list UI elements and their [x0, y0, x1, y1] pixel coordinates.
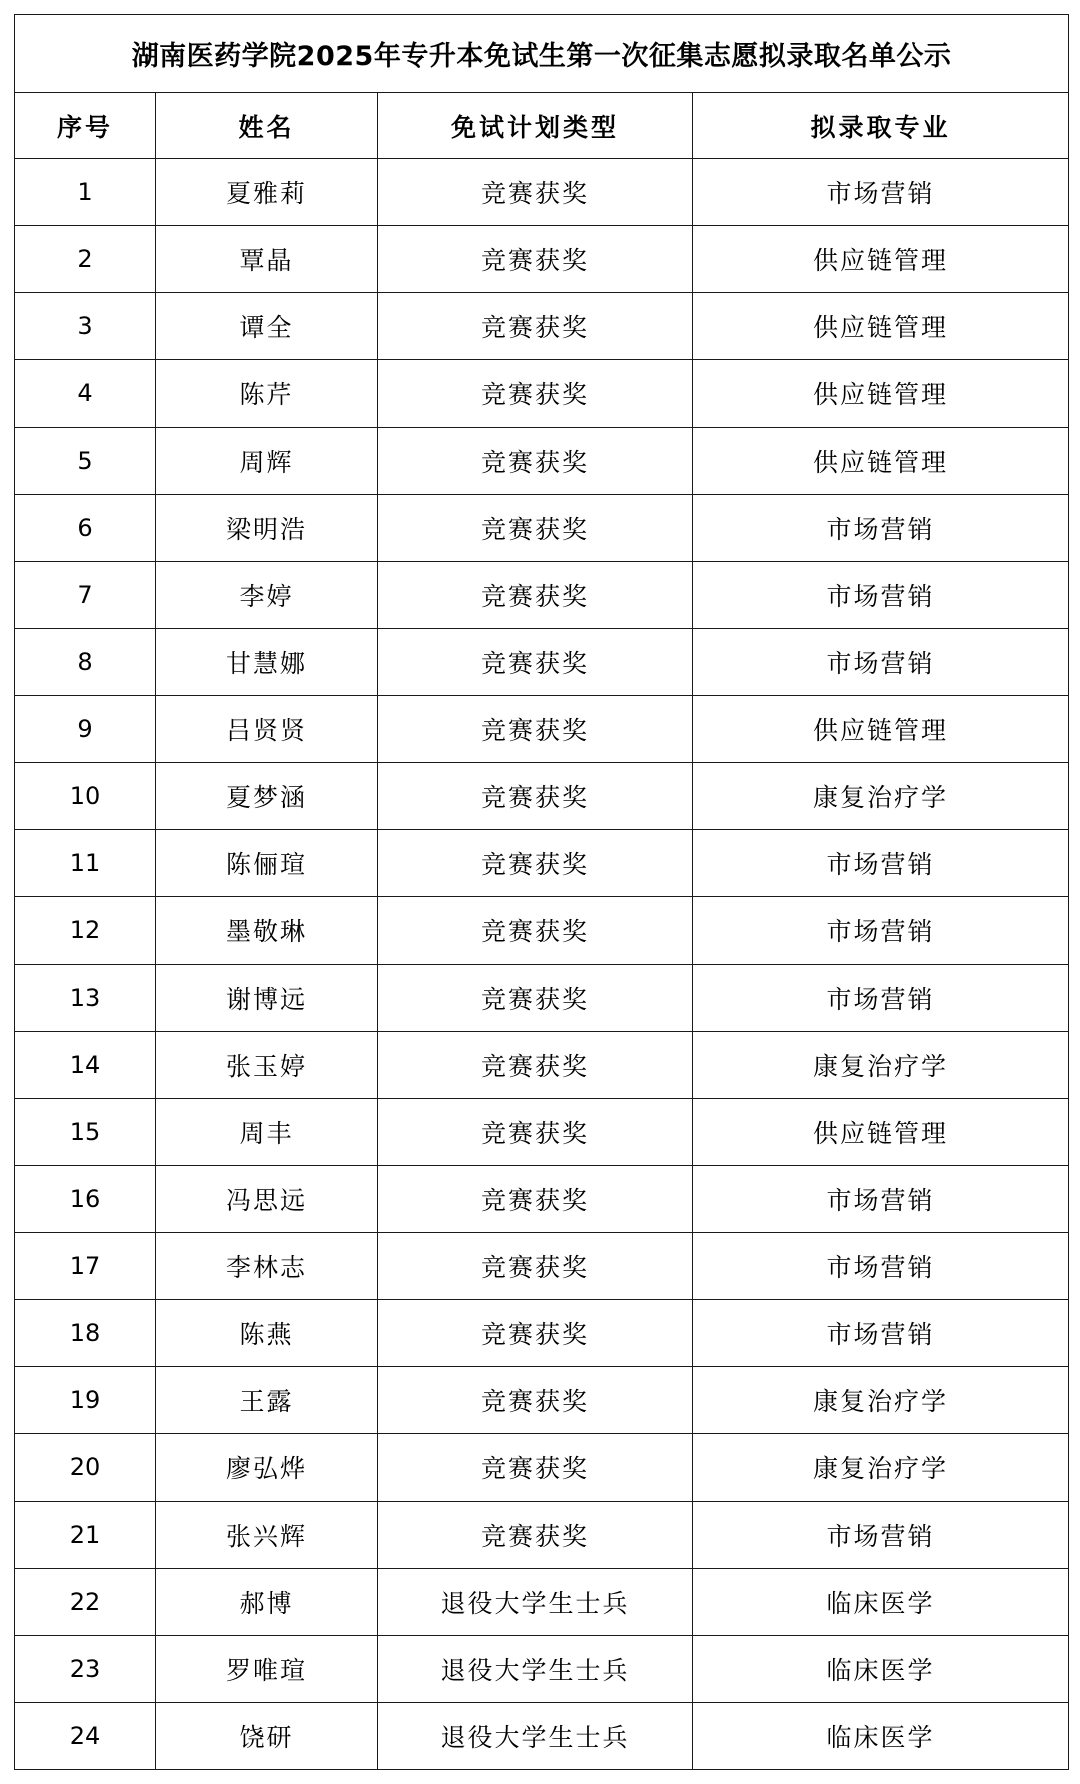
- cell-plan-type: 竞赛获奖: [378, 427, 693, 494]
- cell-index: 12: [15, 897, 156, 964]
- cell-major: 供应链管理: [693, 293, 1069, 360]
- table-row: [15, 1434, 1069, 1501]
- cell-plan-type: 竞赛获奖: [378, 1300, 693, 1367]
- cell-plan-type: 竞赛获奖: [378, 830, 693, 897]
- cell-major: 市场营销: [693, 561, 1069, 628]
- table-row: [15, 1501, 1069, 1568]
- cell-plan-type: 竞赛获奖: [378, 628, 693, 695]
- cell-major: 市场营销: [693, 494, 1069, 561]
- cell-plan-type: 竞赛获奖: [378, 561, 693, 628]
- cell-plan-type: 竞赛获奖: [378, 226, 693, 293]
- table-row: [15, 226, 1069, 293]
- cell-major: 供应链管理: [693, 226, 1069, 293]
- cell-index: 16: [15, 1165, 156, 1232]
- cell-plan-type: 竞赛获奖: [378, 763, 693, 830]
- table-row: [15, 1568, 1069, 1635]
- cell-name: 李婷: [156, 561, 378, 628]
- header-row: [15, 93, 1069, 159]
- cell-index: 21: [15, 1501, 156, 1568]
- cell-name: 王露: [156, 1367, 378, 1434]
- cell-major: 临床医学: [693, 1568, 1069, 1635]
- cell-name: 陈燕: [156, 1300, 378, 1367]
- cell-name: 李林志: [156, 1233, 378, 1300]
- cell-plan-type: 竞赛获奖: [378, 293, 693, 360]
- table-row: [15, 1702, 1069, 1769]
- cell-name: 谢博远: [156, 964, 378, 1031]
- cell-major: 市场营销: [693, 830, 1069, 897]
- table-body: [15, 159, 1069, 1770]
- table-row: [15, 763, 1069, 830]
- cell-major: 市场营销: [693, 1165, 1069, 1232]
- table-row: [15, 561, 1069, 628]
- cell-major: 市场营销: [693, 1501, 1069, 1568]
- cell-index: 9: [15, 696, 156, 763]
- table-row: [15, 1367, 1069, 1434]
- cell-index: 19: [15, 1367, 156, 1434]
- cell-name: 周辉: [156, 427, 378, 494]
- cell-plan-type: 竞赛获奖: [378, 1434, 693, 1501]
- cell-plan-type: 竞赛获奖: [378, 897, 693, 964]
- admission-list-table: [14, 14, 1069, 1770]
- cell-major: 市场营销: [693, 1233, 1069, 1300]
- cell-major: 康复治疗学: [693, 1434, 1069, 1501]
- cell-plan-type: 竞赛获奖: [378, 1367, 693, 1434]
- cell-name: 墨敬琳: [156, 897, 378, 964]
- table-row: [15, 964, 1069, 1031]
- cell-name: 罗唯瑄: [156, 1635, 378, 1702]
- table-row: [15, 159, 1069, 226]
- cell-plan-type: 竞赛获奖: [378, 360, 693, 427]
- cell-plan-type: 退役大学生士兵: [378, 1702, 693, 1769]
- column-header-major: 拟录取专业: [693, 93, 1069, 159]
- cell-index: 5: [15, 427, 156, 494]
- cell-major: 康复治疗学: [693, 1367, 1069, 1434]
- cell-index: 13: [15, 964, 156, 1031]
- page-title: 湖南医药学院2025年专升本免试生第一次征集志愿拟录取名单公示: [15, 15, 1069, 93]
- cell-name: 饶研: [156, 1702, 378, 1769]
- table-row: [15, 427, 1069, 494]
- cell-name: 夏雅莉: [156, 159, 378, 226]
- cell-name: 陈芹: [156, 360, 378, 427]
- cell-name: 周丰: [156, 1098, 378, 1165]
- table-row: [15, 830, 1069, 897]
- table-row: [15, 1165, 1069, 1232]
- cell-major: 供应链管理: [693, 360, 1069, 427]
- cell-index: 14: [15, 1031, 156, 1098]
- cell-plan-type: 退役大学生士兵: [378, 1635, 693, 1702]
- cell-plan-type: 竞赛获奖: [378, 1501, 693, 1568]
- column-header-name: 姓名: [156, 93, 378, 159]
- cell-name: 张玉婷: [156, 1031, 378, 1098]
- cell-plan-type: 竞赛获奖: [378, 1098, 693, 1165]
- cell-plan-type: 竞赛获奖: [378, 494, 693, 561]
- cell-index: 3: [15, 293, 156, 360]
- column-header-index: 序号: [15, 93, 156, 159]
- cell-name: 冯思远: [156, 1165, 378, 1232]
- cell-plan-type: 竞赛获奖: [378, 964, 693, 1031]
- cell-name: 吕贤贤: [156, 696, 378, 763]
- cell-major: 市场营销: [693, 159, 1069, 226]
- cell-index: 20: [15, 1434, 156, 1501]
- cell-index: 10: [15, 763, 156, 830]
- cell-name: 张兴辉: [156, 1501, 378, 1568]
- table-row: [15, 1098, 1069, 1165]
- cell-index: 24: [15, 1702, 156, 1769]
- cell-major: 供应链管理: [693, 1098, 1069, 1165]
- cell-name: 郝博: [156, 1568, 378, 1635]
- cell-index: 2: [15, 226, 156, 293]
- cell-name: 陈俪瑄: [156, 830, 378, 897]
- cell-plan-type: 竞赛获奖: [378, 1233, 693, 1300]
- table-row: [15, 1031, 1069, 1098]
- table-row: [15, 1233, 1069, 1300]
- cell-plan-type: 竞赛获奖: [378, 1031, 693, 1098]
- cell-plan-type: 竞赛获奖: [378, 1165, 693, 1232]
- cell-major: 临床医学: [693, 1702, 1069, 1769]
- cell-major: 市场营销: [693, 964, 1069, 1031]
- cell-index: 22: [15, 1568, 156, 1635]
- table-row: [15, 1300, 1069, 1367]
- cell-index: 4: [15, 360, 156, 427]
- cell-plan-type: 竞赛获奖: [378, 696, 693, 763]
- cell-name: 梁明浩: [156, 494, 378, 561]
- cell-index: 1: [15, 159, 156, 226]
- cell-name: 甘慧娜: [156, 628, 378, 695]
- cell-index: 18: [15, 1300, 156, 1367]
- cell-name: 夏梦涵: [156, 763, 378, 830]
- cell-major: 市场营销: [693, 628, 1069, 695]
- table-row: [15, 1635, 1069, 1702]
- cell-major: 市场营销: [693, 897, 1069, 964]
- cell-index: 6: [15, 494, 156, 561]
- cell-index: 11: [15, 830, 156, 897]
- cell-major: 康复治疗学: [693, 763, 1069, 830]
- cell-name: 覃晶: [156, 226, 378, 293]
- table-row: [15, 696, 1069, 763]
- title-row: [15, 15, 1069, 93]
- cell-name: 廖弘烨: [156, 1434, 378, 1501]
- table-row: [15, 293, 1069, 360]
- cell-plan-type: 竞赛获奖: [378, 159, 693, 226]
- cell-index: 7: [15, 561, 156, 628]
- cell-plan-type: 退役大学生士兵: [378, 1568, 693, 1635]
- cell-index: 15: [15, 1098, 156, 1165]
- table-row: [15, 897, 1069, 964]
- cell-major: 供应链管理: [693, 427, 1069, 494]
- cell-name: 谭全: [156, 293, 378, 360]
- cell-major: 临床医学: [693, 1635, 1069, 1702]
- cell-major: 市场营销: [693, 1300, 1069, 1367]
- cell-index: 23: [15, 1635, 156, 1702]
- table-row: [15, 494, 1069, 561]
- cell-index: 8: [15, 628, 156, 695]
- table-row: [15, 628, 1069, 695]
- table-row: [15, 360, 1069, 427]
- cell-major: 供应链管理: [693, 696, 1069, 763]
- cell-index: 17: [15, 1233, 156, 1300]
- column-header-plan-type: 免试计划类型: [378, 93, 693, 159]
- cell-major: 康复治疗学: [693, 1031, 1069, 1098]
